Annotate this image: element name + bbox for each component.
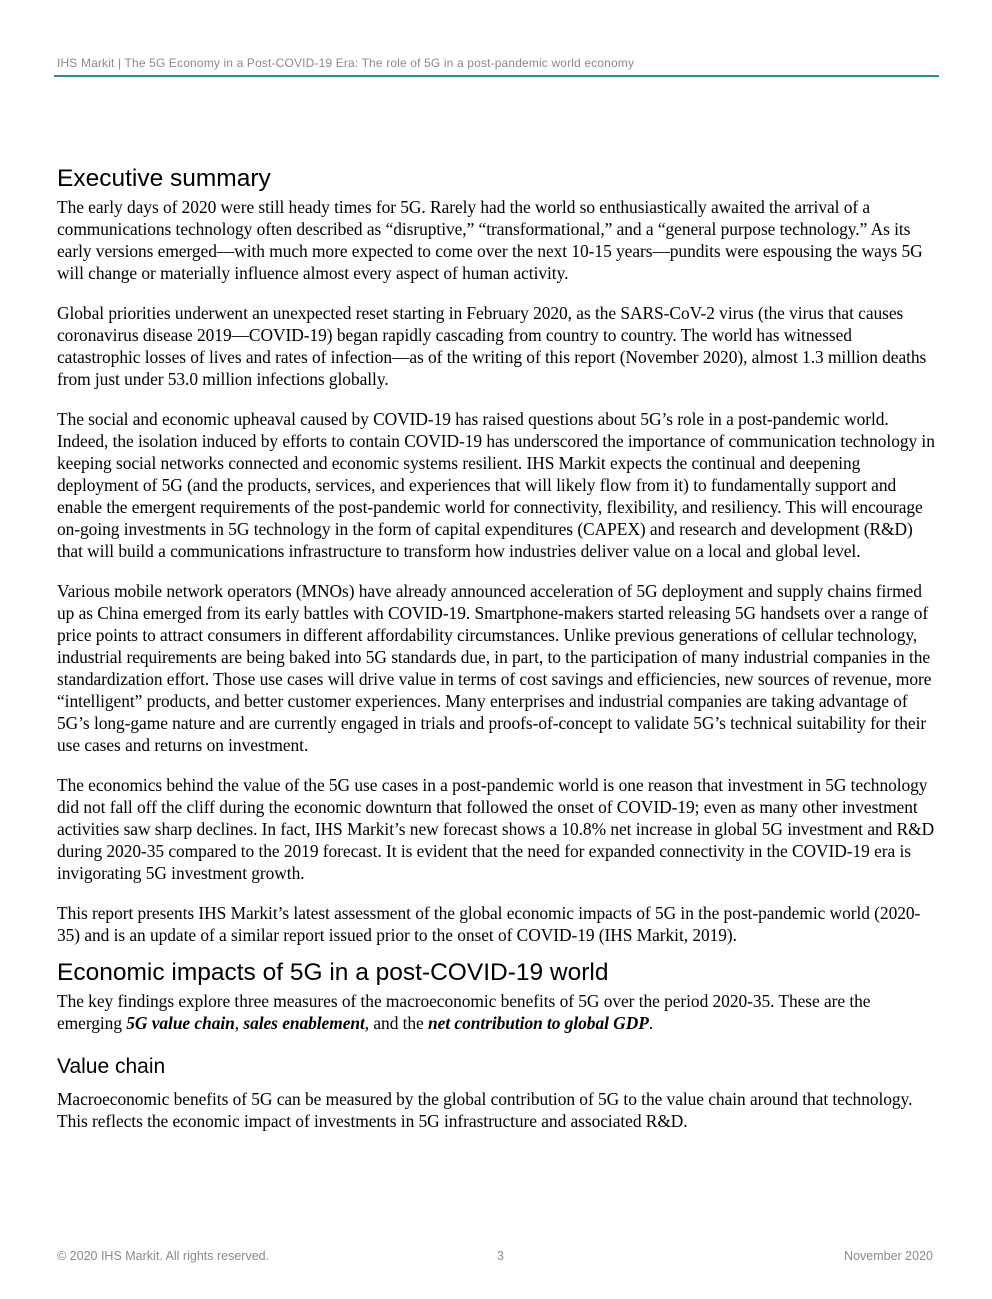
paragraph: This report presents IHS Markit’s latest assessment of the global economic impacts of 5G in the post-pandemic world (2020-35) and is an update of a similar report issued prior to the onset of COVID-19 (IHS Markit, 2019). [57, 903, 921, 945]
text-run: , and the [364, 1013, 429, 1033]
paragraph-key-findings [57, 990, 939, 1034]
term-5g-value-chain: 5G value chain [126, 1013, 235, 1033]
paragraph: The social and economic upheaval caused by COVID-19 has raised questions about 5G’s role in a post-pandemic world. Indeed, the isolation induced by efforts to contain COVID-19 has underscored the importance of communication technology in keeping social networks connected and economic systems resilient. IHS Markit expects the continual and deepening deployment of 5G (and the products, services, and experiences that will likely flow from it) to fundamentally support and enable the emergent requirements of the post-pandemic world for connectivity, flexibility, and resiliency. This will encourage on-going investments in 5G technology in the form of capital expenditures (CAPEX) and research and development (R&D) that will build a communications infrastructure to transform how industries deliver value on a local and global level. [57, 409, 935, 561]
text-run: The key findings explore three measures of the macroeconomic benefits of 5G over the period 2020-35. These are the emerging [57, 991, 871, 1033]
page-number: 3 [497, 1249, 504, 1263]
paragraph: Global priorities underwent an unexpected reset starting in February 2020, as the SARS-CoV-2 virus (the virus that causes coronavirus disease 2019—COVID-19) began rapidly cascading from country to country. The world has witnessed catastrophic losses of lives and rates of infection—as of the writing of this report (November 2020), almost 1.3 million deaths from just under 53.0 million infections globally. [57, 303, 927, 389]
paragraph: The early days of 2020 were still heady times for 5G. Rarely had the world so enthusiastically awaited the arrival of a communications technology often described as “disruptive,” “transformational,” and a “general purpose technology.” As its early versions emerged—with much more expected to come over the next 10-15 years—pundits were espousing the ways 5G will change or materially influence almost every aspect of human activity. [57, 197, 923, 283]
paragraph: Macroeconomic benefits of 5G can be measured by the global contribution of 5G to the value chain around that technology. This reflects the economic impact of investments in 5G infrastructure and associated R&D. [57, 1089, 913, 1131]
heading-executive-summary: Executive summary [57, 165, 271, 192]
running-header: IHS Markit | The 5G Economy in a Post-COVID-19 Era: The role of 5G in a post-pandemic world economy [57, 56, 635, 70]
text-run: . [648, 1013, 654, 1033]
publication-date: November 2020 [844, 1249, 933, 1263]
paragraph: Various mobile network operators (MNOs) have already announced acceleration of 5G deployment and supply chains firmed up as China emerged from its early battles with COVID-19. Smartphone-makers started releasing 5G handsets over a range of price points to attract consumers in different affordability circumstances. Unlike previous generations of cellular technology, industrial requirements are being baked into 5G standards due, in part, to the participation of many industrial companies in the standardization effort. Those use cases will drive value in terms of cost savings and efficiencies, new sources of revenue, more “intelligent” products, and better customer experiences. Many enterprises and industrial companies are taking advantage of 5G’s long-game nature and are currently engaged in trials and proofs-of-concept to validate 5G’s technical suitability for their use cases and returns on investment. [57, 581, 932, 755]
heading-economic-impacts: Economic impacts of 5G in a post-COVID-19 world [57, 959, 609, 986]
copyright-notice: © 2020 IHS Markit. All rights reserved. [57, 1249, 270, 1263]
term-net-contribution-gdp: net contribution to global GDP [428, 1013, 649, 1033]
text-run: , [234, 1013, 244, 1033]
term-sales-enablement: sales enablement [243, 1013, 365, 1033]
header-divider [54, 75, 939, 77]
heading-value-chain: Value chain [57, 1055, 166, 1078]
paragraph: The economics behind the value of the 5G use cases in a post-pandemic world is one reason that investment in 5G technology did not fall off the cliff during the economic downturn that followed the onset of COVID-19; even as many other investment activities saw sharp declines. In fact, IHS Markit’s new forecast shows a 10.8% net increase in global 5G investment and R&D during 2020-35 compared to the 2019 forecast. It is evident that the need for expanded connectivity in the COVID-19 era is invigorating 5G investment growth. [57, 775, 935, 883]
page-content [57, 164, 939, 1150]
